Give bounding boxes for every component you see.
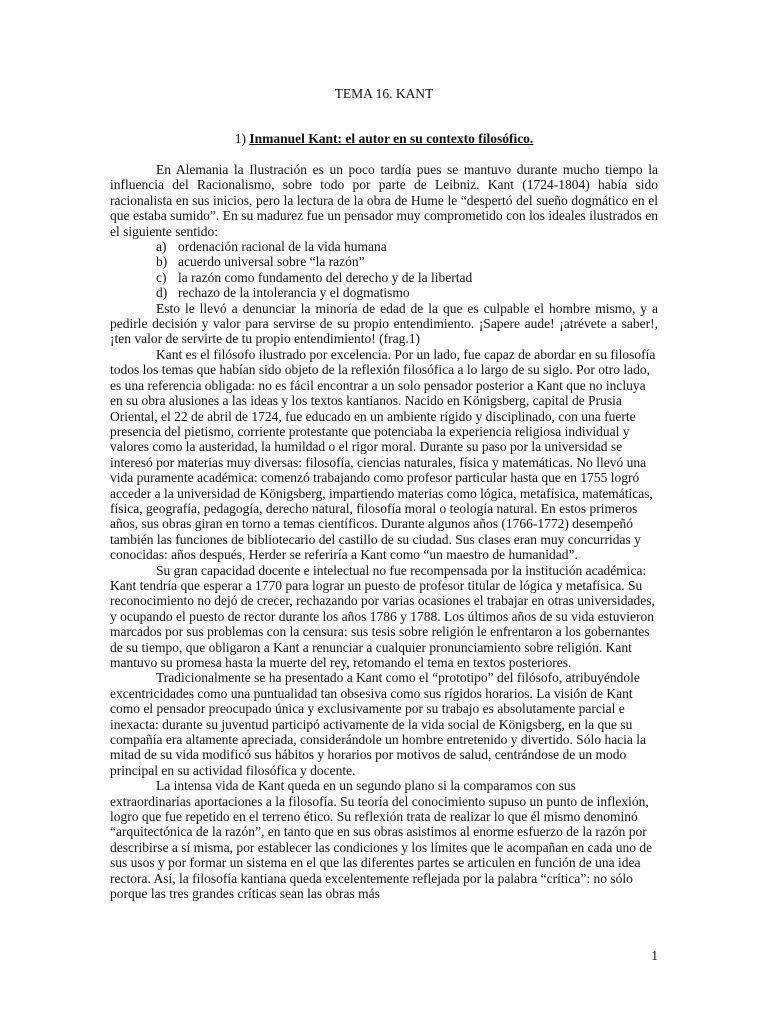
- body-text: [110, 162, 658, 902]
- paragraph-biography: Kant es el filósofo ilustrado por excelencia. Por un lado, fue capaz de abordar en su filosofía todos los temas que habían sido objeto de la reflexión filosófica a lo largo de su siglo. Por otro lado, es una referencia obligada: no es fácil encontrar a un solo pensador posterior a Kant que no incluya en su obra alusiones a las ideas y los textos kantianos. Nacido en Königsberg, capital de Prusia Oriental, el 22 de abril de 1724, fue educado en un ambiente rígido y disciplinado, con una fuerte presencia del pietismo, corriente protestante que potenciaba la experiencia religiosa individual y valores como la austeridad, la humildad o el rigor moral. Durante su paso por la universidad se interesó por materias muy diversas: filosofía, ciencias naturales, física y matemáticas. No llevó una vida puramente académica: comenzó trabajando como profesor particular hasta que en 1755 logró acceder a la universidad de Königsberg, impartiendo materias como lógica, metafísica, matemáticas, física, geografía, pedagogía, derecho natural, filosofía moral o teología natural. En estos primeros años, sus obras giran en torno a temas científicos. Durante algunos años (1766-1772) desempeñó también las funciones de bibliotecario del castillo de su ciudad. Sus clases eran muy concurridas y conocidas: años después, Herder se referiría a Kant como “un maestro de humanidad”.: [110, 346, 656, 563]
- section-number: 1): [234, 131, 246, 146]
- paragraph-contributions: La intensa vida de Kant queda en un segundo plano si la comparamos con sus extraordinarias aportaciones a la filosofía. Su teoría del conocimiento supuso un punto de inflexión, logro que fue repetido en el terreno ético. Su reflexión trata de realizar lo que él mismo denominó “arquitectónica de la razón”, en tanto que en sus obras asistimos al enorme esfuerzo de la razón por describirse a sí misma, por establecer las condiciones y los límites que le acompañan en cada uno de sus usos y por formar un sistema en el que las diferentes partes se articulen en función de una idea rectora. Así, la filosofía kantiana queda excelentemente reflejada por la palabra “crítica”: no sólo porque las tres grandes críticas sean las obras más: [110, 778, 653, 902]
- page-title: TEMA 16. KANT: [334, 86, 434, 101]
- paragraph-prototype: Tradicionalmente se ha presentado a Kant como el “prototipo” del filósofo, atribuyéndole excentricidades como una puntualidad tan obsesiva como sus rígidos horarios. La visión de Kant como el pensador preocupado única y exclusivamente por su trabajo es absolutamente parcial e inexacta: durante su juventud participó activamente de la vida social de Königsberg, en la que su compañía era altamente apreciada, considerándole un hombre entretenido y divertido. Sólo hacia la mitad de su vida modificó sus hábitos y horarios por motivos de salud, centrándose de un modo principal en su actividad filosófica y docente.: [110, 670, 647, 778]
- list-item: [110, 285, 658, 300]
- list-marker: a): [156, 239, 167, 255]
- paragraph-academic-career: Su gran capacidad docente e intelectual no fue recompensada por la institución académica: Kant tendría que esperar a 1770 para lograr un puesto de profesor titular de lógica y metafísica. Su reconocimiento no dejó de crecer, rechazando por varias ocasiones el trabajar en otras universidades, y ocupando el puesto de rector durante los años 1786 y 1788. Los últimos años de su vida estuvieron marcados por sus problemas con la censura: sus tesis sobre religión le enfrentaron a los gobernantes de su tiempo, que obligaron a Kant a renunciar a cualquier pronunciamiento sobre religión. Kant mantuvo su promesa hasta la muerte del rey, retomando el tema en textos posteriores.: [110, 562, 655, 670]
- list-item: [110, 254, 658, 269]
- section-title: Inmanuel Kant: el autor en su contexto filosófico.: [249, 131, 534, 146]
- list-marker: d): [156, 285, 168, 301]
- list-item-text: la razón como fundamento del derecho y de la libertad: [178, 269, 473, 285]
- page-number: 1: [651, 948, 658, 963]
- list-item: [110, 239, 658, 254]
- list-item-text: ordenación racional de la vida humana: [178, 239, 387, 255]
- list-item-text: rechazo de la intolerancia y el dogmatismo: [178, 285, 410, 301]
- paragraph-sapere-aude: Esto le llevó a denunciar la minoría de edad de la que es culpable el hombre mismo, y a pedirle decisión y valor para servirse de su propio entendimiento. ¡Sapere aude! ¡atrévete a saber!, ¡ten valor de servirte de tu propio entendimiento! (frag.1): [110, 300, 658, 347]
- intro-paragraph: En Alemania la Ilustración es un poco tardía pues se mantuvo durante mucho tiempo la influencia del Racionalismo, sobre todo por parte de Leibniz. Kant (1724-1804) había sido racionalista en sus inicios, pero la lectura de la obra de Hume le “despertó del sueño dogmático en el que estaba sumido”. En su madurez fue un pensador muy comprometido con los ideales ilustrados en el siguiente sentido:: [110, 162, 658, 239]
- section-heading: [0, 131, 768, 147]
- list-item-text: acuerdo universal sobre “la razón”: [178, 254, 365, 270]
- list-marker: b): [156, 254, 168, 270]
- list-marker: c): [156, 269, 167, 285]
- ideals-list: [110, 239, 658, 301]
- list-item: [110, 270, 658, 285]
